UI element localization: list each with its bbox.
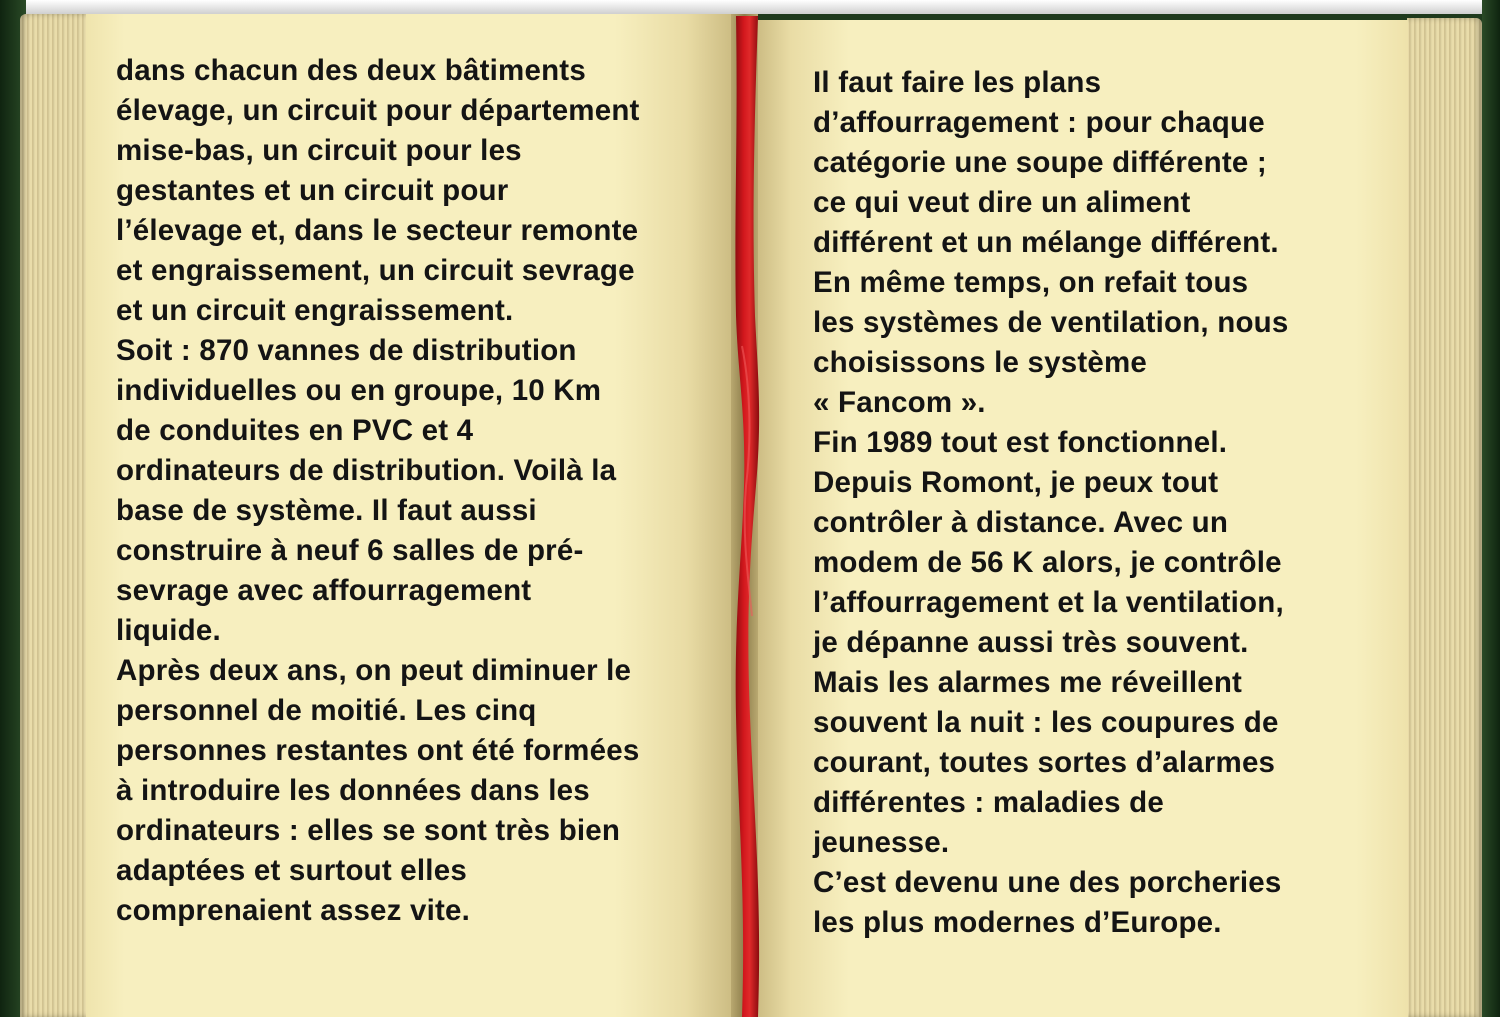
backdrop-right bbox=[1482, 0, 1500, 1017]
right-paragraph-4: Mais les alarmes me réveillent souvent la nuit : les coupures de courant, toutes sortes d’alarmes différentes : maladies de jeunesse. bbox=[813, 666, 1279, 859]
left-paragraph-2: Soit : 870 vannes de distribution individuelles ou en groupe, 10 Km de conduites en PVC et 4 ordinateurs de distribution. Voilà la base de système. Il faut aussi construire à neuf 6 salles de pré- sevrage avec affourragement liquide. bbox=[116, 334, 617, 647]
right-paragraph-3: Fin 1989 tout est fonctionnel. Depuis Romont, je peux tout contrôler à distance. Avec un modem de 56 K alors, je contrôle l’affourragement et la ventilation, je dépanne aussi très souvent. bbox=[813, 426, 1284, 659]
right-page-edges bbox=[1407, 18, 1482, 1017]
backdrop-top bbox=[0, 0, 1500, 14]
right-paragraph-5: C’est devenu une des porcheries les plus modernes d’Europe. bbox=[813, 866, 1282, 939]
right-page-text bbox=[813, 63, 1373, 943]
right-paragraph-2: En même temps, on refait tous les systèmes de ventilation, nous choisissons le système « Fancom ». bbox=[813, 266, 1289, 419]
left-page-edges bbox=[20, 14, 90, 1017]
left-paragraph-1: dans chacun des deux bâtiments élevage, un circuit pour département mise-bas, un circuit pour les gestantes et un circuit pour l’élevage et, dans le secteur remonte et engraissement, un circuit sevrage et un circuit engraissement. bbox=[116, 54, 640, 327]
left-page-text bbox=[116, 51, 716, 931]
right-paragraph-1: Il faut faire les plans d’affourragement : pour chaque catégorie une soupe différente ; ce qui veut dire un aliment différent et un mélange différent. bbox=[813, 66, 1279, 259]
bookmark-ribbon bbox=[728, 16, 766, 1017]
left-paragraph-3: Après deux ans, on peut diminuer le personnel de moitié. Les cinq personnes restantes ont été formées à introduire les données dans les ordinateurs : elles se sont très bien adaptées et surtout elles comprenaient assez vite. bbox=[116, 654, 640, 927]
